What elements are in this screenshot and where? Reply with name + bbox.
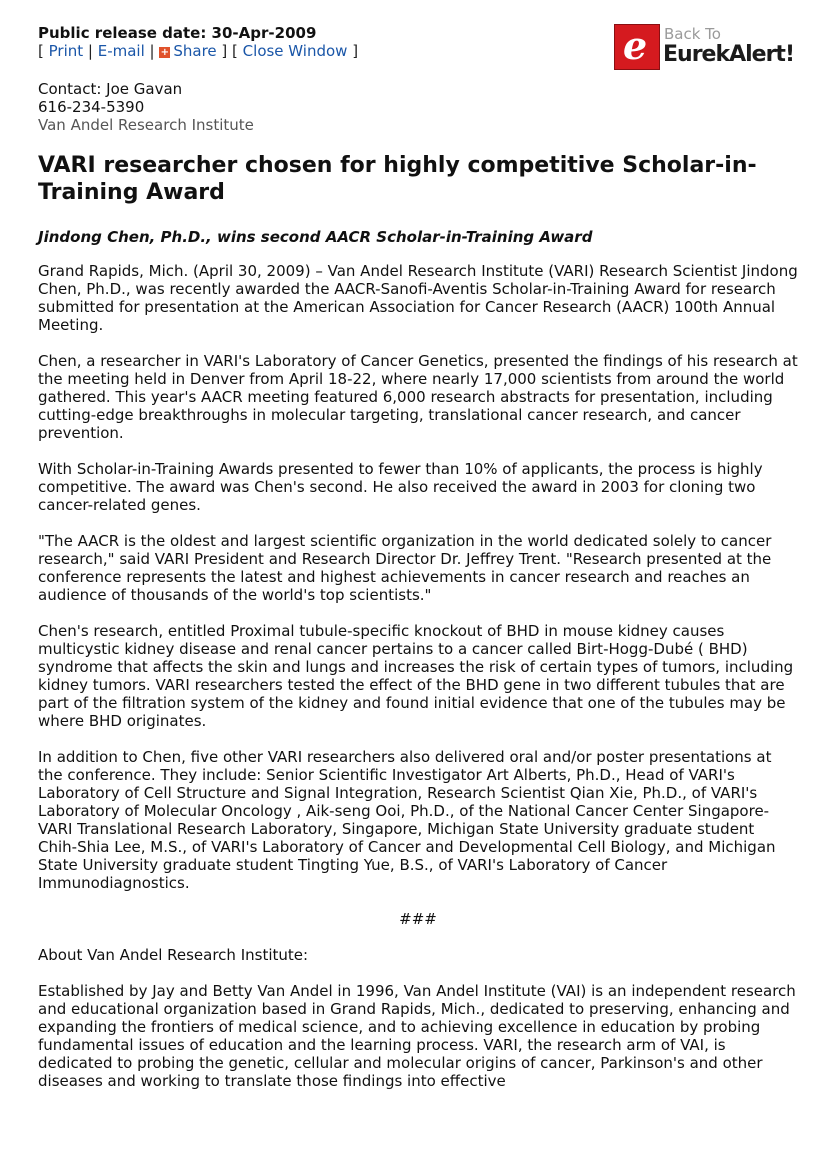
eurekalert-badge-icon xyxy=(614,24,660,70)
share-label: Share xyxy=(173,42,217,60)
toolbar-separator: | xyxy=(83,42,98,60)
badge-letter: e xyxy=(623,23,648,68)
email-link[interactable]: E-mail xyxy=(97,42,145,60)
contact-phone: 616-234-5390 xyxy=(38,98,145,116)
toolbar-bracket-close: ] xyxy=(347,42,359,60)
share-icon: + xyxy=(160,47,170,58)
print-link[interactable]: Print xyxy=(48,42,84,60)
article-body xyxy=(38,262,798,1090)
logo-wordmark: EurekAlert! xyxy=(663,42,794,67)
article-paragraph: With Scholar-in-Training Awards presented to fewer than 10% of applicants, the process is highly competitive. The award was Chen's second. He also received the award in 2003 for cloning two cancer-related genes. xyxy=(38,460,763,514)
contact-organization: Van Andel Research Institute xyxy=(38,116,254,134)
contact-block xyxy=(38,80,798,134)
toolbar-bracket-open: [ xyxy=(38,42,49,60)
logo-back-to-text: Back To xyxy=(664,25,721,43)
article-headline: VARI researcher chosen for highly competitive Scholar-in-Training Award xyxy=(38,153,757,205)
article-subheadline: Jindong Chen, Ph.D., wins second AACR Scholar-in-Training Award xyxy=(38,228,593,246)
close-window-link[interactable]: Close Window xyxy=(242,42,348,60)
article-paragraph: Grand Rapids, Mich. (April 30, 2009) – Van Andel Research Institute (VARI) Research Scientist Jindong Chen, Ph.D., was recently awarded the AACR-Sanofi-Aventis Scholar-in-Training Award for research submitted for presentation at the American Association for Cancer Research (AACR) 100th Annual Meeting. xyxy=(38,262,798,334)
article-paragraph: In addition to Chen, five other VARI researchers also delivered oral and/or poster presentations at the conference. They include: Senior Scientific Investigator Art Alberts, Ph.D., Head of VARI's Laboratory of Cell Structure and Signal Integration, Research Scientist Qian Xie, Ph.D., of VARI's Laboratory of Molecular Oncology , Aik-seng Ooi, Ph.D., of the National Cancer Center Singapore-VARI Translational Research Laboratory, Singapore, Michigan State University graduate student Chih-Shia Lee, M.S., of VARI's Laboratory of Cancer and Developmental Cell Biology, and Michigan State University graduate student Tingting Yue, B.S., of VARI's Laboratory of Cancer Immunodiagnostics. xyxy=(38,748,776,892)
article-paragraph: Chen, a researcher in VARI's Laboratory of Cancer Genetics, presented the findings of his research at the meeting held in Denver from April 18-22, where nearly 17,000 scientists from around the world gathered. This year's AACR meeting featured 6,000 research abstracts for presentation, including cutting-edge breakthroughs in molecular targeting, translational cancer research, and cancer prevention. xyxy=(38,352,798,442)
article-paragraph: Chen's research, entitled Proximal tubule-specific knockout of BHD in mouse kidney causes multicystic kidney disease and renal cancer pertains to a cancer called Birt-Hogg-Dubé ( BHD) syndrome that affects the skin and lungs and increases the risk of certain types of tumors, including kidney tumors. VARI researchers tested the effect of the BHD gene in two different tubules that are part of the filtration system of the kidney and found initial evidence that one of the tubules may be where BHD originates. xyxy=(38,622,794,730)
contact-name: Contact: Joe Gavan xyxy=(38,80,183,98)
article-paragraph: "The AACR is the oldest and largest scientific organization in the world dedicated solely to cancer research," said VARI President and Research Director Dr. Jeffrey Trent. "Research presented at the conference represents the latest and highest achievements in cancer research and reaches an audience of thousands of the world's top scientists." xyxy=(38,532,772,604)
release-date: Public release date: 30-Apr-2009 xyxy=(38,24,317,42)
share-link[interactable] xyxy=(159,42,216,60)
about-heading: About Van Andel Research Institute: xyxy=(38,946,309,964)
press-release-page xyxy=(38,24,798,1108)
section-separator: ### xyxy=(399,910,437,928)
toolbar-separator: | xyxy=(144,42,160,60)
back-to-eurekalert-logo[interactable] xyxy=(614,24,798,70)
toolbar-bracket-mid: ] [ xyxy=(216,42,243,60)
about-paragraph: Established by Jay and Betty Van Andel in 1996, Van Andel Institute (VAI) is an independent research and educational organization based in Grand Rapids, Mich., dedicated to preserving, enhancing and expanding the frontiers of medical science, and to achieving excellence in education by probing fundamental issues of education and the learning process. VARI, the research arm of VAI, is dedicated to probing the genetic, cellular and molecular origins of cancer, Parkinson's and other diseases and working to translate those findings into effective xyxy=(38,982,796,1090)
